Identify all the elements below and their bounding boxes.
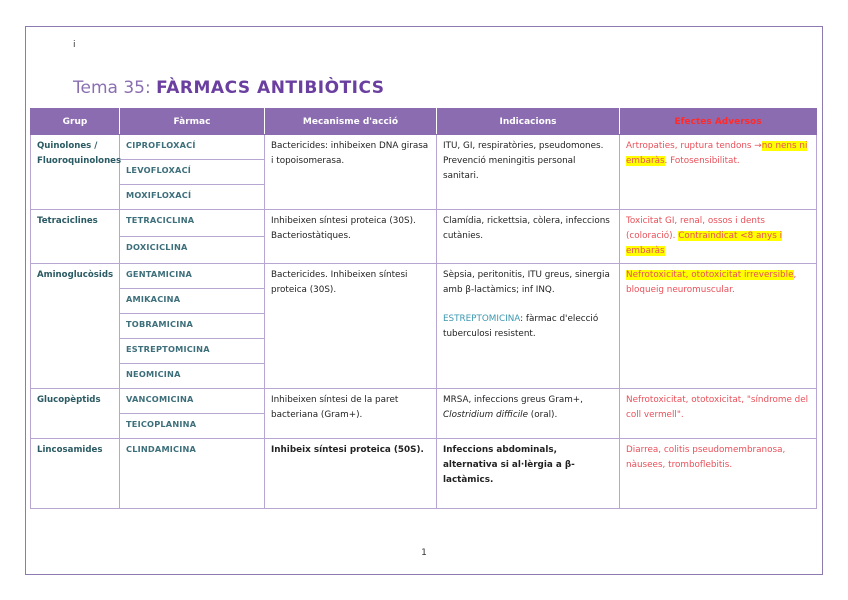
mechanism-cell: Inhibeixen síntesi proteica (30S). Bacteriostàtiques. (265, 210, 437, 264)
table-row (31, 210, 817, 237)
adverse-highlight: Contraindicat <8 anys i embaràs (626, 231, 783, 256)
drug-cell: MOXIFLOXACÍ (120, 185, 265, 210)
indications-text: Sèpsia, peritonitis, ITU greus, sinergia amb β-lactàmics; inf INQ. (443, 270, 610, 295)
table-row (31, 389, 817, 414)
indications-cell: Infeccions abdominals, alternativa si al·lèrgia a β-lactàmics. (437, 439, 620, 509)
table-row (31, 439, 817, 509)
indications-note (443, 312, 613, 342)
col-header-group: Grup (31, 109, 120, 135)
adverse-highlight: Nefrotoxicitat, ototoxicitat irreversible (626, 270, 794, 280)
mechanism-cell: Bactericides: inhibeixen DNA girasa i topoisomerasa. (265, 135, 437, 210)
adverse-cell: Diarrea, colitis pseudomembranosa, nàusees, tromboflebitis. (620, 439, 817, 509)
indications-organism: Clostridium difficile (443, 410, 528, 420)
header-mark: i (73, 40, 76, 50)
indications-note-drug: ESTREPTOMICINA (443, 314, 521, 324)
group-cell: Tetraciclines (31, 210, 120, 264)
mechanism-cell: Inhibeixen síntesi de la paret bacteriana (Gram+). (265, 389, 437, 439)
indications-cell (437, 389, 620, 439)
group-cell: Glucopèptids (31, 389, 120, 439)
indications-cell: ITU, GI, respiratòries, pseudomones. Prevenció meningitis personal sanitari. (437, 135, 620, 210)
page-number: 1 (421, 548, 427, 558)
indications-cell: Clamídia, rickettsia, còlera, infeccions cutànies. (437, 210, 620, 264)
antibiotics-table (30, 108, 817, 509)
title-prefix: Tema 35: (73, 78, 151, 98)
drug-cell: TOBRAMICINA (120, 314, 265, 339)
group-cell: Quinolones / Fluoroquinolones (31, 135, 120, 210)
adverse-text: , bloqueig neuromuscular. (626, 270, 797, 295)
drug-cell: LEVOFLOXACÍ (120, 160, 265, 185)
indications-text: MRSA, infeccions greus Gram+, (443, 395, 583, 405)
indications-note-text: : fàrmac d'elecció tuberculosi resistent. (443, 314, 599, 339)
title-main: FÀRMACS ANTIBIÒTICS (156, 78, 385, 98)
drug-cell: TETRACICLINA (120, 210, 265, 237)
col-header-mechanism: Mecanisme d'acció (265, 109, 437, 135)
drug-cell: CLINDAMICINA (120, 439, 265, 509)
adverse-cell: Nefrotoxicitat, ototoxicitat, "síndrome del coll vermell". (620, 389, 817, 439)
group-cell: Aminoglucòsids (31, 264, 120, 389)
drug-cell: TEICOPLANINA (120, 414, 265, 439)
table-row (31, 264, 817, 289)
table-row (31, 135, 817, 160)
adverse-text: Artropaties, ruptura tendons → (626, 141, 762, 151)
drug-cell: GENTAMICINA (120, 264, 265, 289)
page-title (73, 78, 385, 98)
adverse-highlight: no nens ni embaràs (626, 141, 808, 166)
drug-cell: DOXICICLINA (120, 237, 265, 264)
adverse-text: . Fotosensibilitat. (664, 156, 740, 166)
drug-cell: AMIKACINA (120, 289, 265, 314)
adverse-cell (620, 210, 817, 264)
drug-cell: ESTREPTOMICINA (120, 339, 265, 364)
mechanism-cell: Inhibeix síntesi proteica (50S). (265, 439, 437, 509)
drug-cell: VANCOMICINA (120, 389, 265, 414)
adverse-cell (620, 264, 817, 389)
table-header-row (31, 109, 817, 135)
adverse-cell (620, 135, 817, 210)
group-cell: Lincosamides (31, 439, 120, 509)
col-header-adverse: Efectes Adversos (620, 109, 817, 135)
drug-cell: CIPROFLOXACÍ (120, 135, 265, 160)
adverse-text: Toxicitat GI, renal, ossos i dents (coloració). (626, 216, 766, 241)
mechanism-cell: Bactericides. Inhibeixen síntesi proteica (30S). (265, 264, 437, 389)
col-header-drug: Fàrmac (120, 109, 265, 135)
drug-cell: NEOMICINA (120, 364, 265, 389)
col-header-indications: Indicacions (437, 109, 620, 135)
indications-text: (oral). (530, 410, 558, 420)
indications-cell (437, 264, 620, 389)
